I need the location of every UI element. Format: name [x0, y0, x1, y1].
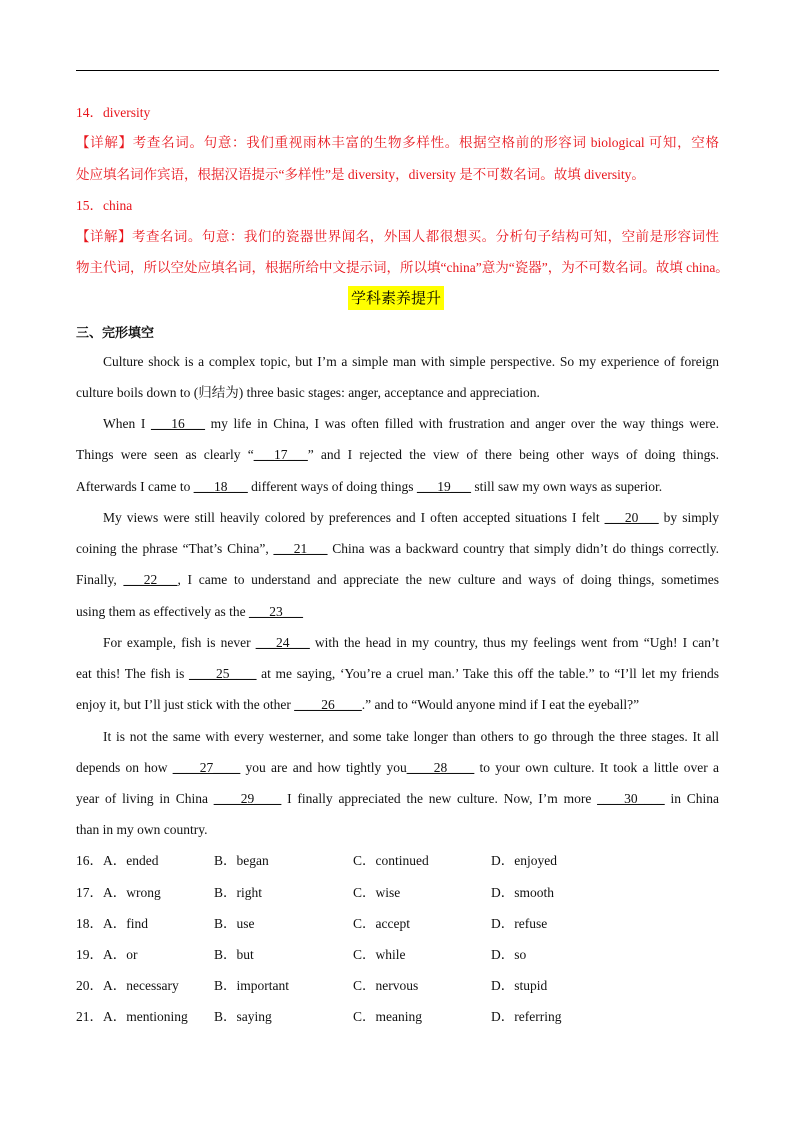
section-title: 三、完形填空	[76, 326, 155, 341]
blank-30: ____30____	[597, 791, 665, 806]
question-19-options	[76, 946, 719, 964]
option-d: D．refuse	[491, 916, 548, 931]
blank-22: ___22___	[123, 572, 178, 587]
passage-line: When I ___16___ my life in China, I was often filled with frustration and anger over the way things were.	[103, 416, 719, 431]
passage-line: My views were still heavily colored by preferences and I often accepted situations I felt ___20___ by simply	[103, 510, 719, 525]
option-c: C．meaning	[353, 1009, 422, 1024]
question-18-options	[76, 915, 719, 933]
option-a: 19．A．or	[76, 947, 138, 962]
blank-24: ___24___	[255, 635, 310, 650]
passage-line: depends on how ____27____ you are and how tightly you____28____ to your own culture. It took a little over a	[76, 760, 719, 775]
question-21-options	[76, 1008, 719, 1026]
passage-line: enjoy it, but I’ll just stick with the other ____26____.” and to “Would anyone mind if I eat the eyeball?”	[76, 697, 640, 712]
option-d: D．stupid	[491, 978, 548, 993]
option-a: 17．A．wrong	[76, 885, 161, 900]
passage-line: Culture shock is a complex topic, but I’m a simple man with simple perspective. So my experience of foreign	[103, 354, 719, 369]
blank-16: ___16___	[150, 416, 205, 431]
blank-29: ____29____	[213, 791, 282, 806]
option-b: B．use	[214, 916, 255, 931]
option-d: D．so	[491, 947, 527, 962]
blank-17: ___17___	[253, 447, 308, 462]
passage-line: year of living in China ____29____ I finally appreciated the new culture. Now, I’m more ____30____ in China	[76, 791, 720, 806]
option-a: 16．A．ended	[76, 853, 159, 868]
option-d: D．smooth	[491, 885, 555, 900]
blank-26: ____26____	[294, 697, 362, 712]
answer-14-explain-line1: 【详解】考查名词。句意：我们重视雨林丰富的生物多样性。根据空格前的形容词 biological 可知，空格	[76, 135, 719, 150]
blank-25: ____25____	[189, 666, 257, 681]
option-b: B．saying	[214, 1009, 272, 1024]
section-banner: 学科素养提升	[348, 286, 444, 310]
option-c: C．while	[353, 947, 406, 962]
blank-19: ___19___	[416, 479, 471, 494]
blank-23: ___23___	[248, 604, 303, 619]
option-b: B．important	[214, 978, 289, 993]
question-17-options	[76, 884, 719, 902]
passage-line: For example, fish is never ___24___ with the head in my country, thus my feelings went from “Ugh! I can’t	[103, 635, 719, 650]
answer-15-explain-line2: 物主代词，所以空处应填名词，根据所给中文提示词，所以填“china”意为“瓷器”，为不可数名词。故填 china。	[76, 260, 729, 275]
question-20-options	[76, 977, 719, 995]
passage-line: using them as effectively as the ___23___	[76, 604, 303, 619]
option-d: D．referring	[491, 1009, 562, 1024]
passage-line: It is not the same with every westerner, and some take longer than others to go through the three stages. It all	[103, 729, 719, 744]
option-a: 18．A．find	[76, 916, 148, 931]
option-c: C．wise	[353, 885, 401, 900]
answer-15-title: 15．china	[76, 198, 133, 213]
passage-line: coining the phrase “That’s China”, ___21___ China was a backward country that simply didn’t do things correctly.	[76, 541, 719, 556]
passage-line: Afterwards I came to ___18___ different ways of doing things ___19___ still saw my own ways as superior.	[76, 479, 663, 494]
passage-line: eat this! The fish is ____25____ at me saying, ‘You’re a cruel man.’ Take this off the table.” to “I’ll let my friends	[76, 666, 719, 681]
passage-line: Finally, ___22___, I came to understand and appreciate the new culture and ways of doing things, sometimes	[76, 572, 719, 587]
option-c: C．continued	[353, 853, 429, 868]
passage-line: than in my own country.	[76, 822, 208, 837]
option-b: B．but	[214, 947, 254, 962]
header-rule	[76, 70, 719, 71]
blank-21: ___21___	[273, 541, 328, 556]
option-b: B．right	[214, 885, 263, 900]
blank-27: ____27____	[172, 760, 241, 775]
option-b: B．began	[214, 853, 269, 868]
answer-14-explain-line2: 处应填名词作宾语，根据汉语提示“多样性”是 diversity，diversity 是不可数名词。故填 diversity。	[76, 167, 645, 182]
answer-15-explain-line1: 【详解】考查名词。句意：我们的瓷器世界闻名，外国人都很想买。分析句子结构可知，空前是形容词性	[76, 229, 719, 244]
option-a: 20．A．necessary	[76, 978, 179, 993]
blank-20: ___20___	[604, 510, 659, 525]
passage-line: culture boils down to (归结为) three basic stages: anger, acceptance and appreciation.	[76, 385, 540, 400]
blank-28: ____28____	[406, 760, 475, 775]
blank-18: ___18___	[193, 479, 248, 494]
question-16-options	[76, 852, 719, 870]
option-d: D．enjoyed	[491, 853, 557, 868]
passage-line: Things were seen as clearly “___17___” and I rejected the view of there being other ways of doing things.	[76, 447, 719, 462]
option-c: C．accept	[353, 916, 410, 931]
answer-14-title: 14．diversity	[76, 105, 151, 120]
option-a: 21．A．mentioning	[76, 1009, 188, 1024]
option-c: C．nervous	[353, 978, 419, 993]
